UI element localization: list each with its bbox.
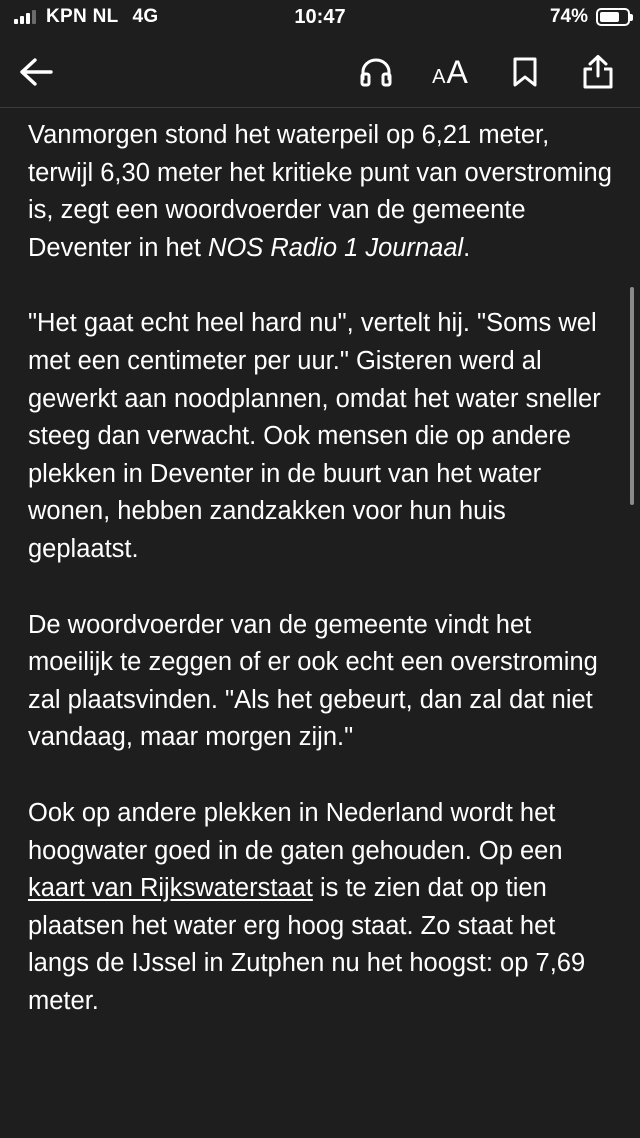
headphones-icon — [359, 57, 393, 87]
article-paragraph-3 — [28, 607, 618, 757]
paragraph-text-end: is te zien dat op tien plaatsen het water erg hoog staat. Zo staat het langs de IJssel in Zutphen nu het hoogst: op 7,69 meter. — [28, 874, 586, 1015]
bookmark-icon — [512, 56, 538, 88]
battery-level — [600, 12, 619, 22]
carrier-name: KPN NL — [46, 6, 119, 27]
paragraph-text: Vanmorgen stond het waterpeil op 6,21 meter, terwijl 6,30 meter het kritieke punt van overstroming is, zegt een woordvoerder van de gemeente Deventer in het — [28, 121, 612, 262]
article-paragraph-4 — [28, 795, 618, 1021]
arrow-left-icon — [19, 57, 53, 87]
share-icon — [581, 54, 615, 90]
article-body — [28, 117, 618, 1058]
battery-percent: 74% — [549, 6, 588, 27]
text-size-icon — [432, 56, 468, 88]
paragraph-text: De woordvoerder van de gemeente vindt het moeilijk te zeggen of er ook echt een overstroming zal plaatsvinden. "Als het gebeurt, dan zal dat niet vandaag, maar morgen zijn." — [28, 610, 598, 752]
article-paragraph-2 — [28, 305, 618, 568]
article-toolbar — [0, 36, 640, 108]
source-reference: NOS Radio 1 Journaal — [208, 233, 464, 262]
text-size-small-letter: A — [432, 66, 446, 88]
battery-icon — [596, 8, 630, 26]
article-paragraph-1 — [28, 117, 618, 267]
rijkswaterstaat-map-link[interactable]: kaart van Rijkswaterstaat — [28, 874, 313, 903]
bookmark-button[interactable] — [503, 50, 547, 94]
text-size-button[interactable] — [428, 50, 472, 94]
status-right — [550, 6, 630, 28]
network-type: 4G — [132, 6, 159, 27]
clock: 10:47 — [294, 6, 346, 28]
back-button[interactable] — [14, 50, 58, 94]
paragraph-text-end: . — [463, 233, 471, 262]
paragraph-text: Ook op andere plekken in Nederland wordt het hoogwater goed in de gaten gehouden. Op een — [28, 798, 563, 865]
listen-button[interactable] — [354, 50, 398, 94]
text-size-big-letter: A — [446, 54, 468, 90]
share-button[interactable] — [576, 50, 620, 94]
paragraph-text: "Het gaat echt heel hard nu", vertelt hij. "Soms wel met een centimeter per uur." Gisteren werd al gewerkt aan noodplannen, omdat het water sneller steeg dan verwacht. Ook mensen die op andere plekken in Deventer in de buurt van het water wonen, hebben zandzakken voor hun huis geplaatst. — [28, 309, 601, 563]
status-bar — [0, 0, 640, 36]
scroll-indicator[interactable] — [630, 287, 634, 505]
